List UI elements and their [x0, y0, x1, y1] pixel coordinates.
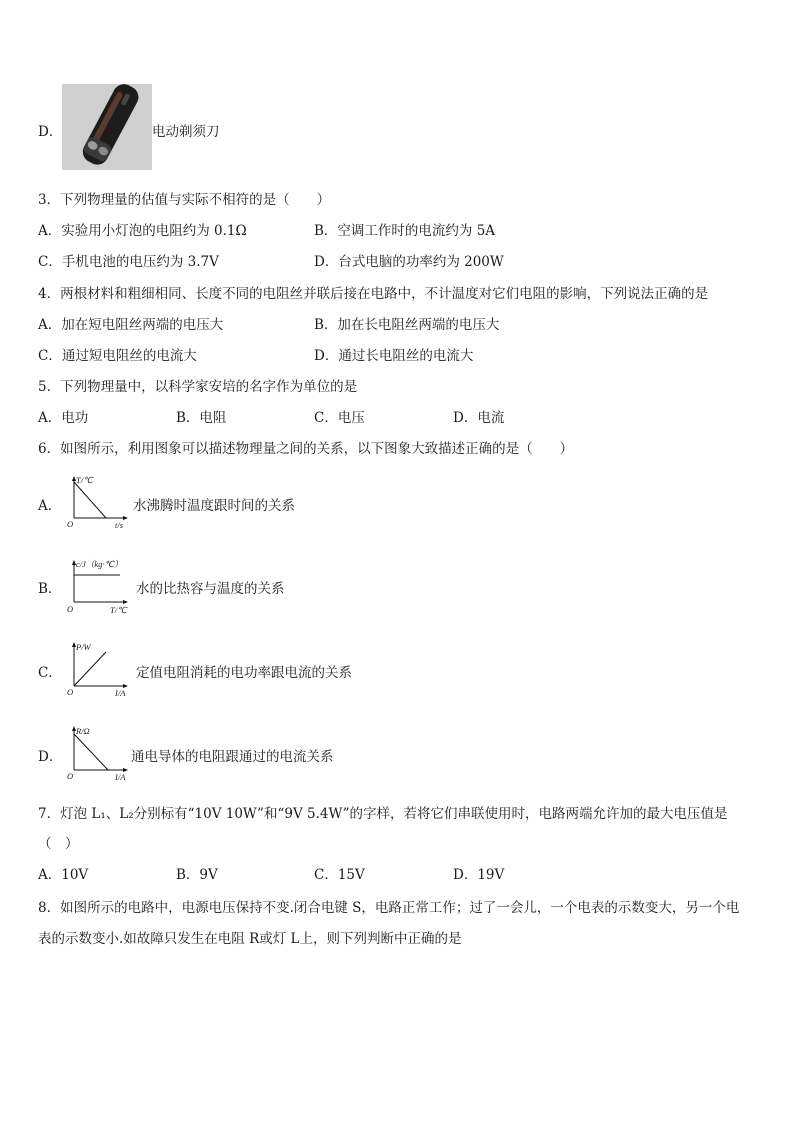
q5-option-c: C．电压 [314, 410, 365, 426]
q7-option-c: C．15V [314, 867, 365, 883]
q5-stem: 5．下列物理量中，以科学家安培的名字作为单位的是 [38, 379, 358, 395]
q7-stem-line1: 7．灯泡 L₁、L₂分别标有“10V 10W”和“9V 5.4W”的字样，若将它们串联使用时，电路两端允许加的最大电压值是 [38, 806, 728, 822]
q6-graph-b [64, 558, 136, 616]
q4-option-a: A．加在短电阻丝两端的电压大 [38, 317, 224, 333]
q7-stem-line2: （ ） [38, 836, 79, 852]
q6-graph-c-y-label: P/W [76, 642, 91, 652]
q3-option-b: B．空调工作时的电流约为 5A [314, 223, 496, 239]
q6-graph-c [64, 640, 130, 698]
q6-graph-b-x-label: T/℃ [110, 605, 127, 615]
q4-option-c: C．通过短电阻丝的电流大 [38, 348, 197, 364]
q6-graph-b-y-label: c/J（kg·℃） [76, 559, 123, 569]
q7-option-a: A．10V [38, 867, 89, 883]
q2-option-d-text: 电动剃须刀 [152, 124, 220, 140]
q3-option-d: D．台式电脑的功率约为 200W [314, 254, 504, 270]
q8-stem-line1: 8．如图所示的电路中，电源电压保持不变.闭合电键 S，电路正常工作；过了一会儿，一个电表的示数变大，另一个电 [38, 900, 740, 916]
q5-option-a: A．电功 [38, 410, 89, 426]
q6-graph-a-x-label: t/s [115, 520, 124, 530]
q4-option-d: D．通过长电阻丝的电流大 [314, 348, 474, 364]
q6-graph-a [64, 474, 130, 530]
q4-option-b: B．加在长电阻丝两端的电压大 [314, 317, 500, 333]
q2-option-d-letter: D． [38, 124, 63, 140]
q6-stem: 6．如图所示，利用图象可以描述物理量之间的关系，以下图象大致描述正确的是（ ） [38, 441, 574, 457]
q7-option-d: D．19V [453, 867, 505, 883]
q5-option-b: B．电阻 [176, 410, 227, 426]
q6-graph-a-y-label: T/℃ [76, 475, 93, 485]
q6-graph-c-x-label: I/A [115, 688, 126, 698]
q3-option-a: A．实验用小灯泡的电阻约为 0.1Ω [38, 223, 247, 239]
q3-option-c: C．手机电池的电压约为 3.7V [38, 254, 219, 270]
q6-graph-d [64, 724, 130, 782]
q6-graph-b-origin: O [67, 604, 74, 614]
q6-option-b-text: 水的比热容与温度的关系 [136, 581, 285, 597]
q6-graph-d-x-label: I/A [115, 772, 126, 782]
q7-option-b: B．9V [176, 867, 218, 883]
electric-razor-photo [62, 84, 152, 170]
q6-graph-a-origin: O [67, 519, 74, 529]
q4-stem: 4．两根材料和粗细相同、长度不同的电阻丝并联后接在电路中，不计温度对它们电阻的影响，下列说法正确的是 [38, 286, 709, 302]
q6-graph-d-origin: O [67, 771, 74, 781]
q5-option-d: D．电流 [453, 410, 505, 426]
q6-graph-d-y-label: R/Ω [76, 726, 90, 736]
q6-option-c-letter: C． [38, 665, 62, 681]
q6-option-b-letter: B． [38, 581, 62, 597]
q6-option-d-letter: D． [38, 749, 63, 765]
q6-option-a-letter: A． [38, 498, 62, 514]
q6-option-c-text: 定值电阻消耗的电功率跟电流的关系 [136, 665, 352, 681]
q8-stem-line2: 表的示数变小.如故障只发生在电阻 R或灯 L上，则下列判断中正确的是 [38, 931, 462, 947]
q6-option-d-text: 通电导体的电阻跟通过的电流关系 [131, 749, 334, 765]
q6-graph-c-origin: O [67, 687, 74, 697]
q3-stem: 3．下列物理量的估值与实际不相符的是（ ） [38, 192, 331, 208]
q6-option-a-text: 水沸腾时温度跟时间的关系 [133, 498, 295, 514]
